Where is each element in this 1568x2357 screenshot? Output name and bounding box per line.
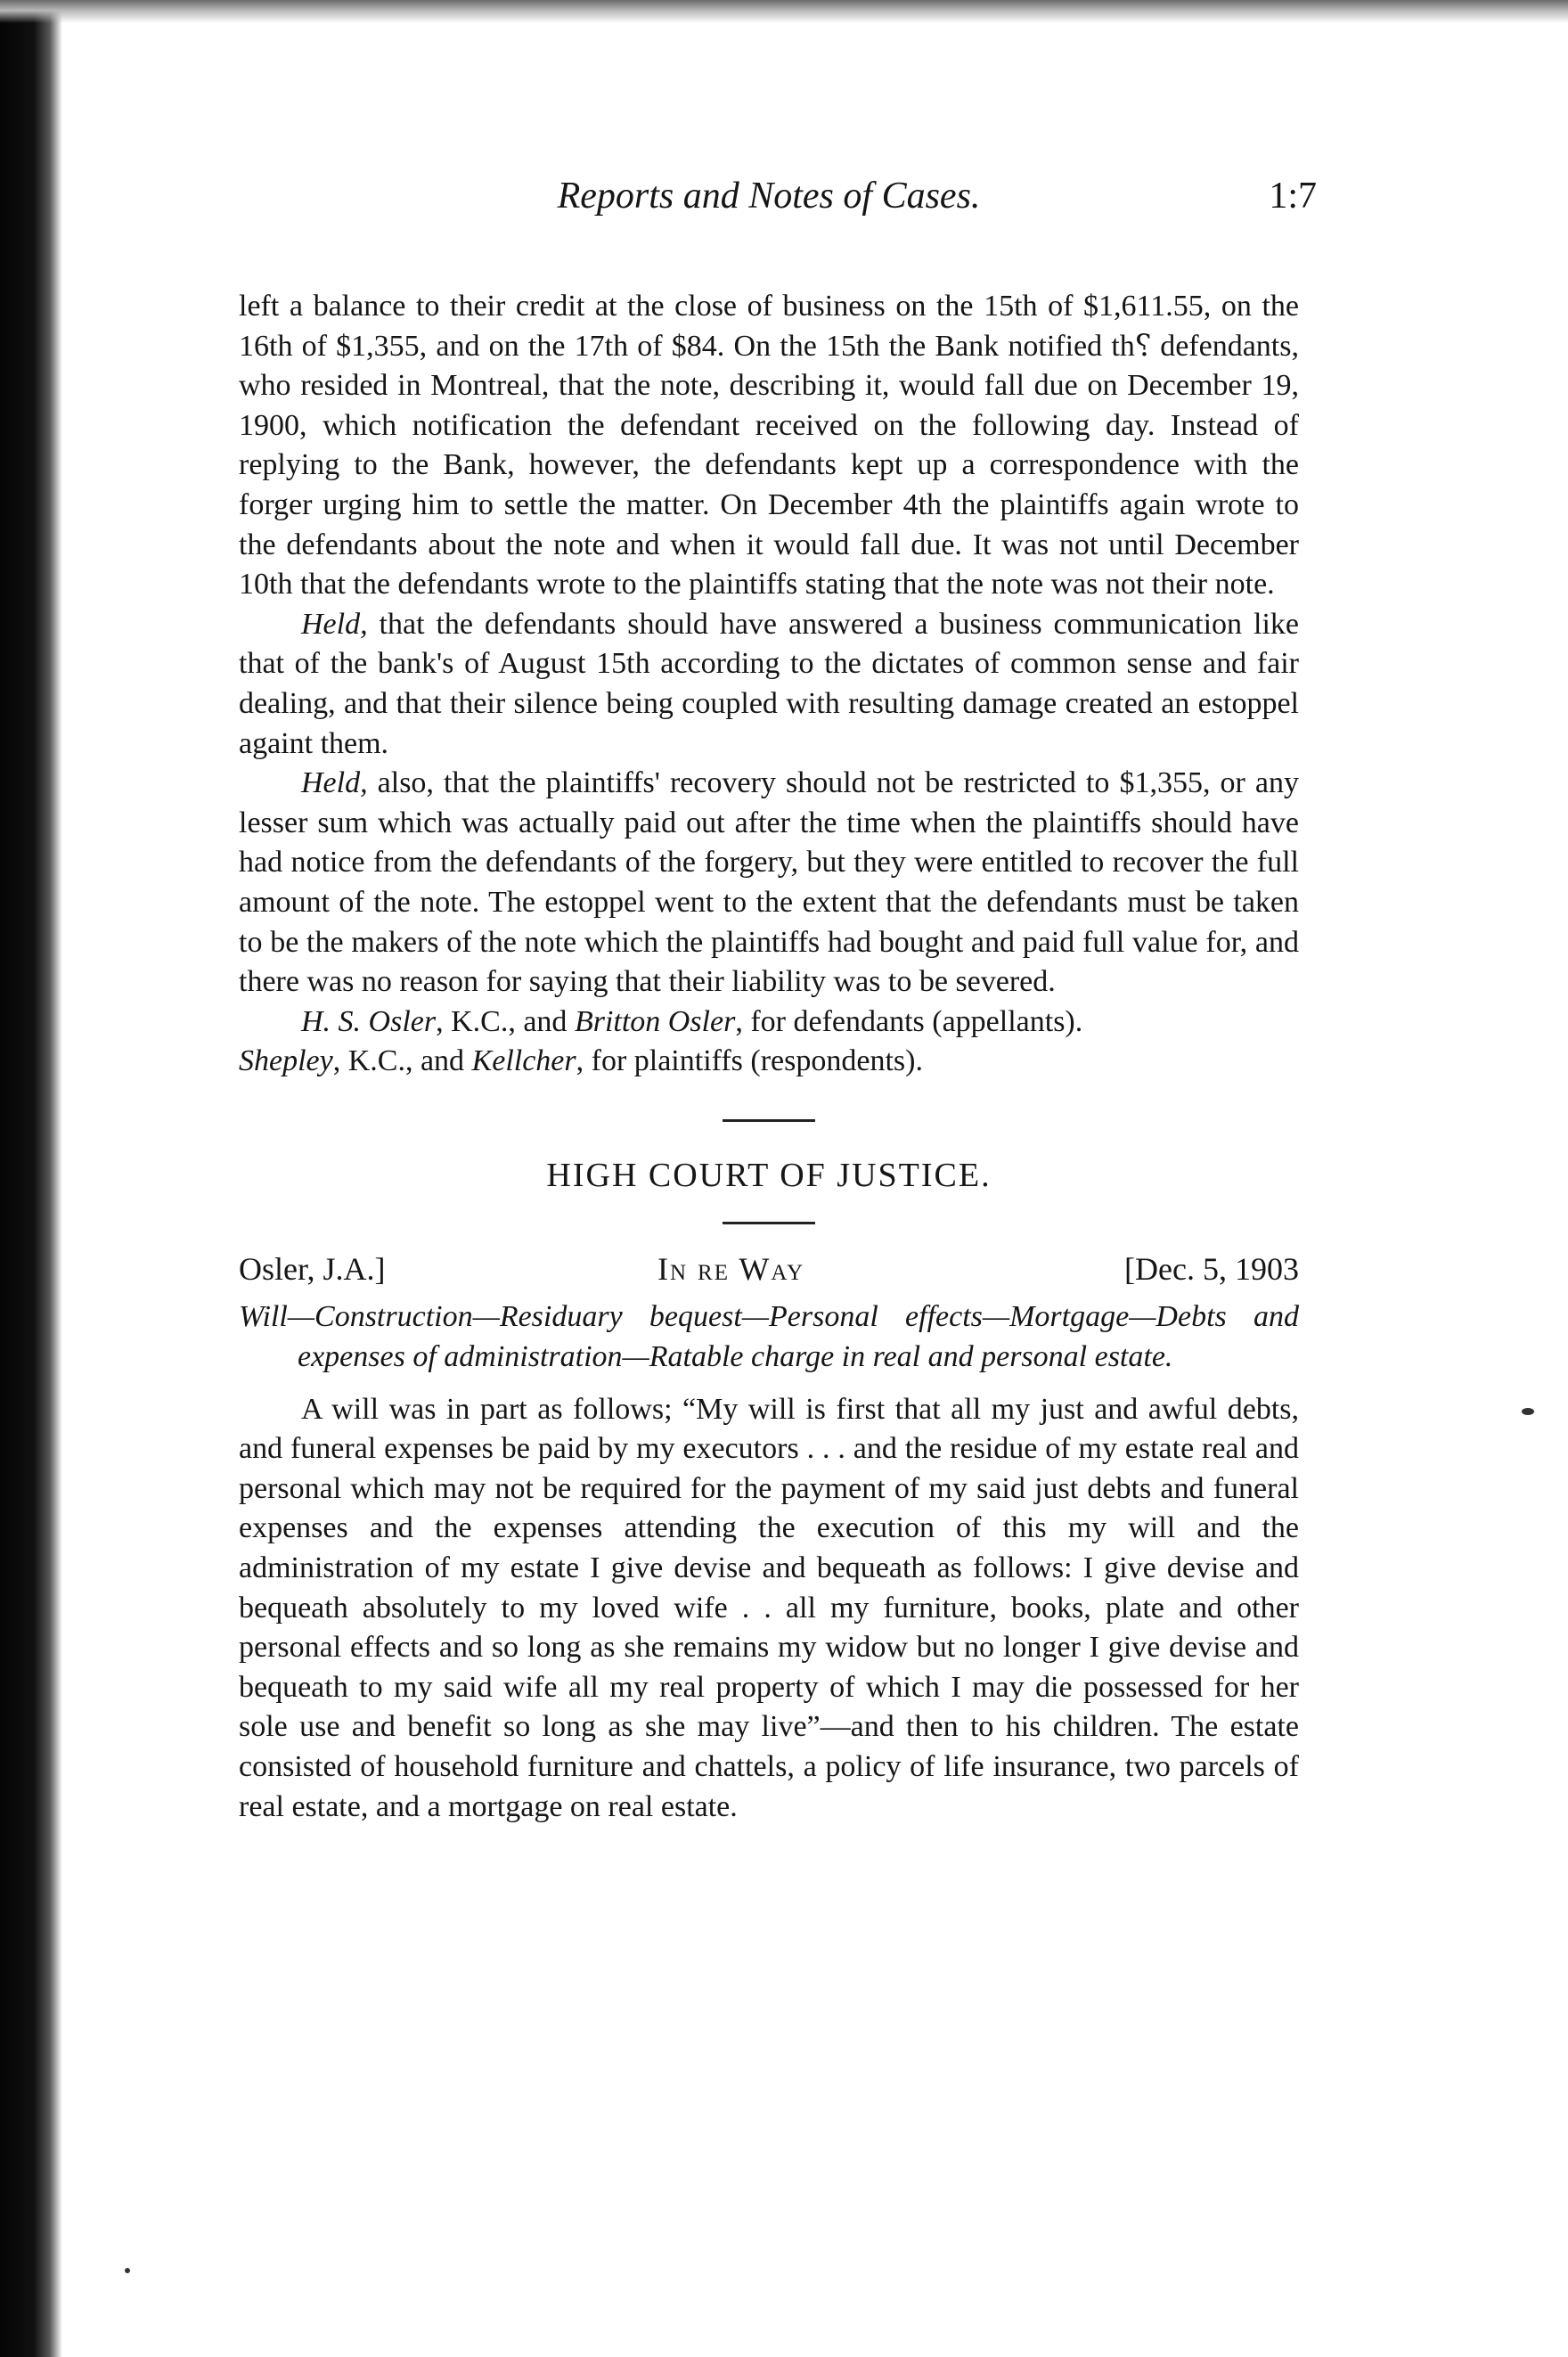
counsel-name: Shepley — [239, 1044, 333, 1078]
scan-speck — [125, 2268, 130, 2273]
will-paragraph: A will was in part as follows; “My will is first that all my just and awful debts, and funeral expenses be paid by my executors . . . and the residue of my estate real and personal which may not be required for the payment of my said just debts and funeral expenses and the expenses attending the execution of this my will and the administration of my estate I give devise and bequeath as follows: I give devise and bequeath absolutely to my loved wife . . all my furniture, books, plate and other personal effects and so long as she remains my widow but no longer I give devise and bequeath to my said wife all my real property of which I may die possessed for her sole use and benefit so long as she may live”—and then to his children. The estate consisted of household furniture and chattels, a policy of life insurance, two parcels of real estate, and a mortgage on real estate. — [239, 1392, 1299, 1823]
counsel-text: , K.C., and — [436, 1004, 575, 1038]
scan-speck — [1522, 1408, 1534, 1415]
scan-edge-left — [0, 0, 62, 2357]
counsel-name: H. S. Osler — [301, 1004, 437, 1038]
section-divider — [723, 1222, 815, 1224]
counsel-name: Kellcher — [471, 1044, 576, 1078]
page-number: 1:7 — [1269, 176, 1317, 217]
counsel-text: , for defendants (appellants). — [735, 1004, 1083, 1038]
case-facts-paragraph: left a balance to their credit at the close of business on the 15th of $1,611.55, on the 16th of $1,355, and on the 17th of $84. On the 15th the Bank notified th⸮ defendants, who resided in Montreal, that the note, describing it, would fall due on December 19, 1900, which notification the defendant received on the following day. Instead of replying to the Bank, however, the defendants kept up a correspondence with the forger urging him to settle the matter. On December 4th the plaintiffs again wrote to the defendants about the note and when it would fall due. It was not until December 10th that the defendants wrote to the plaintiffs stating that the note was not their note. — [239, 290, 1299, 602]
held-label: Held, — [301, 607, 368, 641]
case-name: In re Way — [657, 1251, 805, 1288]
held-text: that the defendants should have answered a business communication like that of the bank's of August 15th according to the dictates of common sense and fair dealing, and that their silence being coupled with resulting damage created an estoppel againt them. — [239, 607, 1299, 760]
counsel-line-defendants — [239, 1003, 1299, 1043]
held-label: Held, — [301, 766, 368, 800]
held-paragraph-2 — [239, 764, 1299, 1003]
court-heading: HIGH COURT OF JUSTICE. — [546, 1156, 992, 1194]
case-judge: Osler, J.A.] — [239, 1251, 386, 1288]
case-headnote: Will—Construction—Residuary bequest—Personal effects—Mortgage—Debts and expenses of administration—Ratable charge in real and personal estate. — [239, 1300, 1299, 1374]
counsel-text: , K.C., and — [332, 1044, 472, 1078]
case-date: [Dec. 5, 1903 — [1124, 1251, 1299, 1288]
scan-edge-top — [0, 0, 1568, 23]
held-text: also, that the plaintiffs' recovery should not be restricted to $1,355, or any lesser sum which was actually paid out after the time when the plaintiffs should have had notice from the defendants of the forgery, but they were entitled to recover the full amount of the note. The estoppel went to the extent that the defendants must be taken to be the makers of the note which the plaintiffs had bought and paid full value for, and there was no reason for saying that their liability was to be severed. — [239, 766, 1299, 999]
running-title: Reports and Notes of Cases. — [557, 176, 981, 217]
running-head — [239, 169, 1317, 232]
counsel-line-plaintiffs — [239, 1042, 1299, 1082]
case-caption — [239, 1249, 1299, 1294]
held-paragraph-1 — [239, 605, 1299, 764]
section-divider — [723, 1119, 815, 1122]
counsel-name: Britton Osler — [574, 1004, 736, 1038]
counsel-text: , for plaintiffs (respondents). — [576, 1044, 923, 1078]
page — [239, 169, 1317, 1827]
